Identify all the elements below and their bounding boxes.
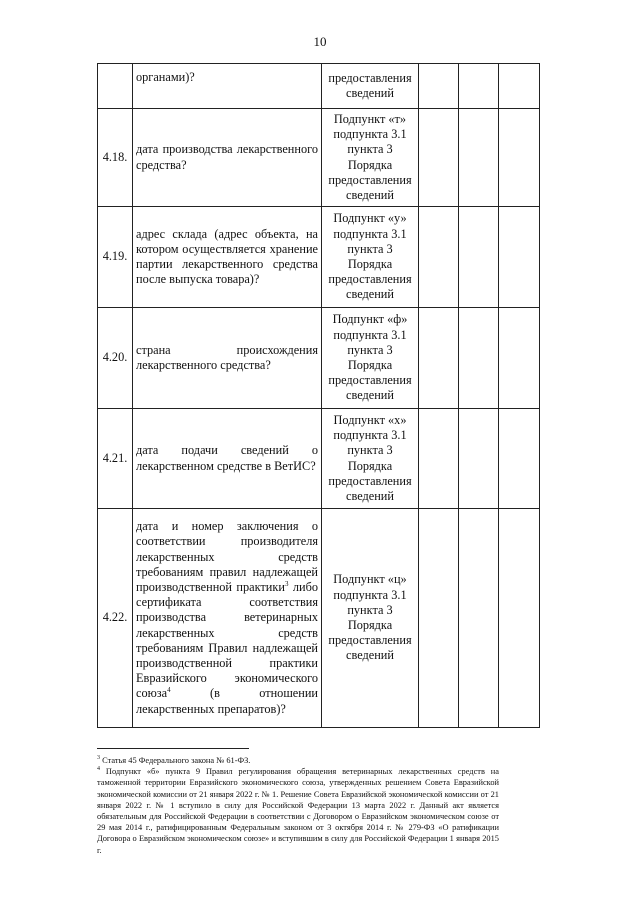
- footnote: [97, 755, 499, 766]
- row-number: 4.19.: [98, 207, 133, 308]
- answer-yes-cell: [419, 308, 459, 409]
- answer-no-cell: [459, 308, 499, 409]
- row-question: дата подачи сведений о лекарственном средстве в ВетИС?: [133, 409, 322, 509]
- row-basis: Подпункт «ц» подпункта 3.1 пункта 3 Порядка предоставления сведений: [322, 509, 419, 728]
- row-question: дата производства лекарственного средства?: [133, 109, 322, 207]
- answer-na-cell: [499, 409, 540, 509]
- row-question: адрес склада (адрес объекта, на котором осуществляется хранение партии лекарственного средства после выпуска товара)?: [133, 207, 322, 308]
- answer-na-cell: [499, 109, 540, 207]
- table-row: [98, 64, 540, 109]
- footnote-text: Статья 45 Федерального закона № 61-ФЗ.: [100, 756, 251, 765]
- answer-na-cell: [499, 509, 540, 728]
- answer-no-cell: [459, 409, 499, 509]
- row-basis: Подпункт «т» подпункта 3.1 пункта 3 Порядка предоставления сведений: [322, 109, 419, 207]
- footnote-text: Подпункт «б» пункта 9 Правил регулирования обращения ветеринарных лекарственных средств на таможенной территории Евразийского экономического союза, утвержденных решением Совета Евразийской экономической комиссии от 21 января 2022 г. № 1. Решение Совета Евразийской экономической комиссии от 21 января 2022 г. № 1 вступило в силу для Российской Федерации 13 марта 2022 г. Данный акт является обязательным для Российской Федерации в соответствии с Договором о Евразийском экономическом союзе от 29 мая 2014 г., ратифицированным Федеральным законом от 3 октября 2014 г. № 279-ФЗ «О ратификации Договора о Евразийском экономическом союзе» и вступившим в силу для Российской Федерации 1 января 2015 г.: [97, 767, 499, 855]
- row-basis: Подпункт «ф» подпункта 3.1 пункта 3 Порядка предоставления сведений: [322, 308, 419, 409]
- footnote-mark: 4: [97, 766, 100, 773]
- row-question-part: дата и номер заключения о соответствии производителя лекарственных средств требованиям правил надлежащей производственной практики: [136, 519, 318, 594]
- row-number: 4.21.: [98, 409, 133, 509]
- footnotes: [97, 755, 499, 856]
- table-row: [98, 509, 540, 728]
- row-basis: предоставления сведений: [322, 64, 419, 109]
- answer-yes-cell: [419, 109, 459, 207]
- checklist-table: [97, 63, 540, 728]
- row-basis: Подпункт «у» подпункта 3.1 пункта 3 Порядка предоставления сведений: [322, 207, 419, 308]
- row-question-part: (в отношении лекарственных препаратов)?: [136, 686, 318, 716]
- table-row: [98, 109, 540, 207]
- table-row: [98, 409, 540, 509]
- row-number: 4.22.: [98, 509, 133, 728]
- table-row: [98, 308, 540, 409]
- row-number: 4.20.: [98, 308, 133, 409]
- row-question-part: либо сертификата соответствия производства ветеринарных лекарственных средств требованиям Правил надлежащей производственной практики Евразийского экономического союза: [136, 579, 319, 701]
- answer-yes-cell: [419, 509, 459, 728]
- footnote: [97, 766, 499, 856]
- page-number: 10: [313, 34, 327, 49]
- answer-na-cell: [499, 64, 540, 109]
- row-question: страна происхождения лекарственного средства?: [133, 308, 322, 409]
- row-basis: Подпункт «х» подпункта 3.1 пункта 3 Порядка предоставления сведений: [322, 409, 419, 509]
- answer-no-cell: [459, 109, 499, 207]
- footnote-divider: [97, 748, 249, 749]
- row-question: органами)?: [133, 64, 322, 109]
- footnote-ref: 3: [284, 579, 289, 588]
- answer-na-cell: [499, 308, 540, 409]
- answer-yes-cell: [419, 207, 459, 308]
- footnote-ref: 4: [167, 686, 171, 695]
- answer-yes-cell: [419, 64, 459, 109]
- answer-yes-cell: [419, 409, 459, 509]
- row-question: [133, 509, 322, 728]
- table-row: [98, 207, 540, 308]
- answer-no-cell: [459, 509, 499, 728]
- row-number: 4.18.: [98, 109, 133, 207]
- answer-no-cell: [459, 207, 499, 308]
- row-number: [98, 64, 133, 109]
- answer-na-cell: [499, 207, 540, 308]
- footnote-mark: 3: [97, 755, 100, 762]
- answer-no-cell: [459, 64, 499, 109]
